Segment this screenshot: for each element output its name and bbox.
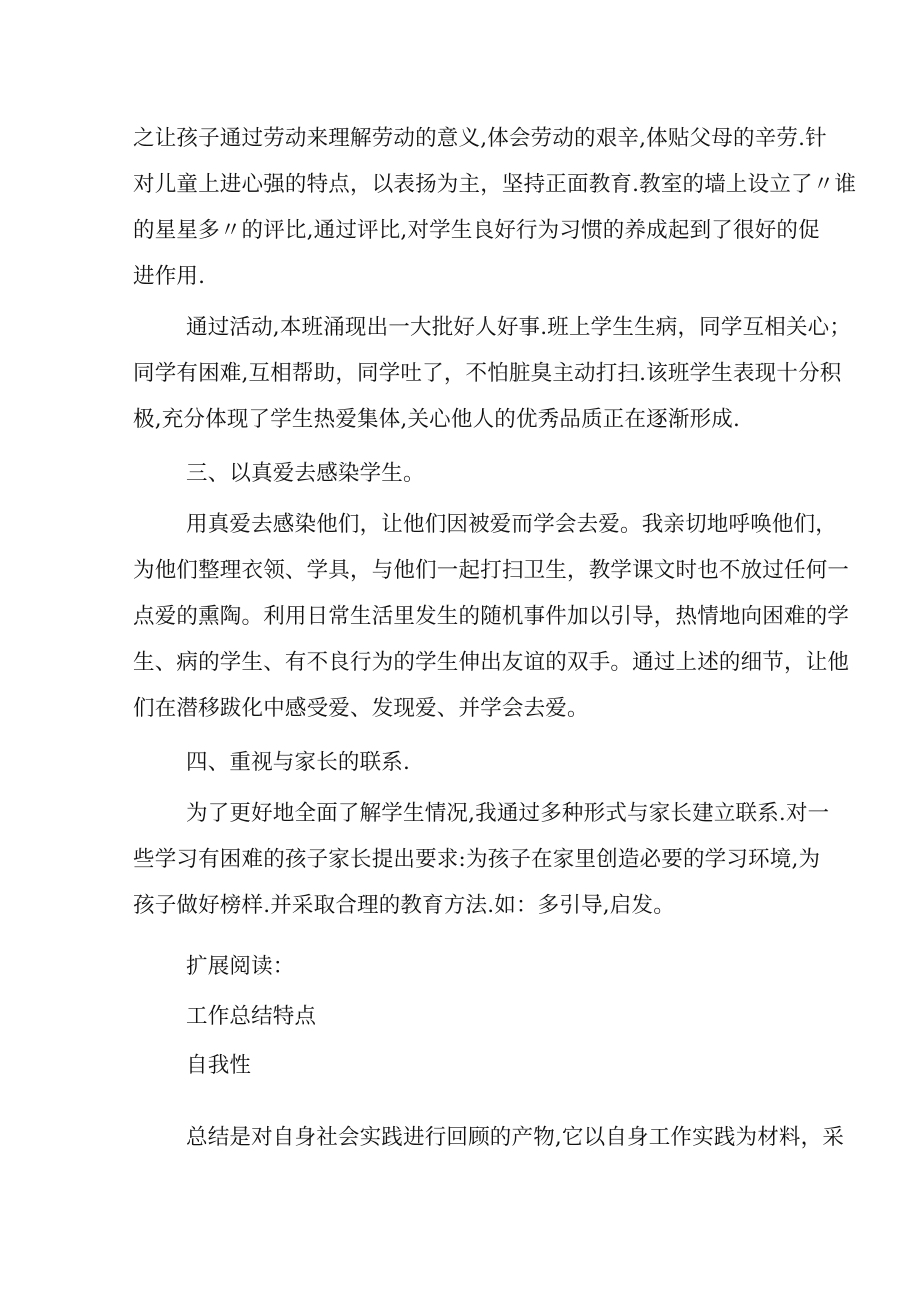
text-line: 进作用. [133, 264, 206, 289]
text-line: 用真爱去感染他们，让他们因被爱而学会去爱。我亲切地呼唤他们， [186, 512, 838, 537]
label-text: 扩展阅读： [186, 954, 295, 979]
text-line: 通过活动,本班涌现出一大批好人好事.班上学生生病，同学互相关心； [186, 315, 852, 340]
text-line: 些学习有困难的孩子家长提出要求:为孩子在家里创造必要的学习环境,为 [133, 847, 821, 872]
paragraph-summary [133, 1115, 845, 1161]
section-heading-4 [133, 740, 795, 786]
text-line: 对儿童上进心强的特点，以表扬为主，坚持正面教育.教室的墙上设立了〃谁 [133, 172, 857, 197]
paragraph-labor [133, 116, 857, 300]
title-text: 工作总结特点 [186, 1004, 317, 1029]
subtitle-text: 自我性 [186, 1053, 252, 1078]
paragraph-activities [133, 305, 852, 443]
section-heading-3 [133, 451, 795, 497]
text-line: 极,充分体现了学生热爱集体,关心他人的优秀品质正在逐渐形成. [133, 407, 741, 432]
text-line: 之让孩子通过劳动来理解劳动的意义,体会劳动的艰辛,体贴父母的辛劳.针 [133, 126, 827, 151]
extended-reading-label [133, 944, 795, 990]
heading-text: 四、重视与家长的联系. [186, 750, 411, 775]
text-line: 总结是对自身社会实践进行回顾的产物,它以自身工作实践为材料，采 [186, 1125, 845, 1150]
paragraph-parents [133, 791, 830, 929]
text-line: 们在潜移跋化中感受爱、发现爱、并学会去爱。 [133, 696, 589, 721]
text-line: 为了更好地全面了解学生情况,我通过多种形式与家长建立联系.对一 [186, 801, 830, 826]
text-line: 同学有困难,互相帮助，同学吐了，不怕脏臭主动打扫.该班学生表现十分积 [133, 361, 842, 386]
text-line: 孩子做好榜样.并采取合理的教育方法.如：多引导,启发。 [133, 893, 675, 918]
extended-reading-title [133, 994, 795, 1040]
text-line: 生、病的学生、有不良行为的学生伸出友谊的双手。通过上述的细节，让他 [133, 650, 850, 675]
text-line: 为他们整理衣领、学具，与他们一起打扫卫生，教学课文时也不放过任何一 [133, 558, 850, 583]
heading-text: 三、以真爱去感染学生。 [186, 461, 425, 486]
extended-reading-subtitle [133, 1043, 795, 1089]
text-line: 的星星多〃的评比,通过评比,对学生良好行为习惯的养成起到了很好的促 [133, 218, 820, 243]
paragraph-true-love [133, 502, 850, 732]
text-line: 点爱的熏陶。利用日常生活里发生的随机事件加以引导，热情地向困难的学 [133, 604, 850, 629]
